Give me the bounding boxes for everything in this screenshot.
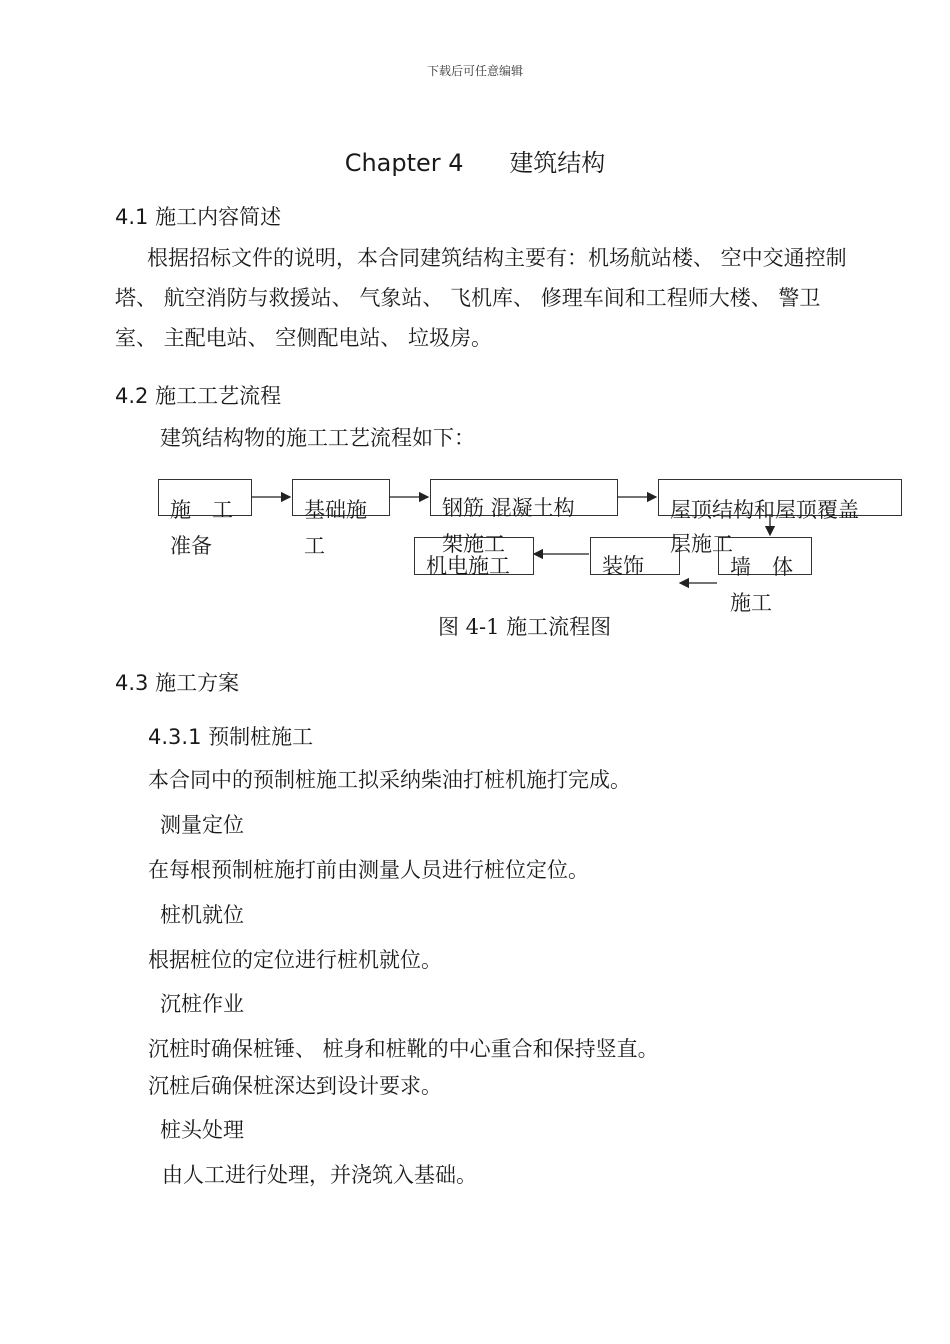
chapter-title: Chapter 4 建筑结构 [344,149,606,177]
section-4-1-paragraph: 根据招标文件的说明，本合同建筑结构主要有：机场航站楼、 空中交通控制塔、 航空消防与救援站、 气象站、 飞机库、 修理车间和工程师大楼、 警卫室、 主配电站、 空侧配电站、 垃圾房。 [115,246,847,350]
flow-label-frame-2: 架施工 [442,532,505,556]
rig-line: 根据桩位的定位进行桩机就位。 [148,948,442,972]
flow-label-frame-1: 钢筋 混凝土构 [442,496,575,520]
sinking-line-1: 沉桩时确保桩锤、 桩身和桩靴的中心重合和保持竖直。 [148,1037,659,1061]
survey-line: 在每根预制桩施打前由测量人员进行桩位定位。 [148,858,589,882]
flow-label-foundation-2: 工 [304,534,325,558]
flow-label-prep-2: 准备 [170,534,212,558]
flow-label-prep-1: 施 工 [170,498,233,522]
pile-head-line: 由人工进行处理，并浇筑入基础。 [162,1163,477,1187]
step-heading-sinking: 沉桩作业 [160,992,244,1016]
step-heading-rig: 桩机就位 [160,903,244,927]
flow-label-roof-2: 层施工 [670,532,733,556]
step-heading-survey: 测量定位 [160,813,244,837]
section-4-1-title: 4.1 施工内容简述 [115,205,282,229]
header-note: 下载后可任意编辑 [426,64,523,78]
step-heading-pile-head: 桩头处理 [160,1118,244,1142]
section-4-2-title: 4.2 施工工艺流程 [115,384,282,408]
section-4-3-title: 4.3 施工方案 [115,671,240,695]
sinking-line-2: 沉桩后确保桩深达到设计要求。 [148,1074,442,1098]
flow-label-wall-2: 施工 [730,591,772,615]
flow-intro: 建筑结构物的施工工艺流程如下： [160,426,475,450]
flow-label-decoration: 装饰 [602,554,644,578]
flow-label-roof-1: 屋顶结构和屋顶覆盖 [670,498,859,522]
pile-intro-line: 本合同中的预制桩施工拟采纳柴油打桩机施打完成。 [148,768,631,792]
flow-label-wall-1: 墙 体 [730,555,793,579]
figure-caption: 图 4-1 施工流程图 [438,615,612,639]
section-4-3-1-title: 4.3.1 预制桩施工 [148,725,314,749]
flow-label-mep: 机电施工 [426,554,510,578]
flow-label-foundation-1: 基础施 [304,498,367,522]
